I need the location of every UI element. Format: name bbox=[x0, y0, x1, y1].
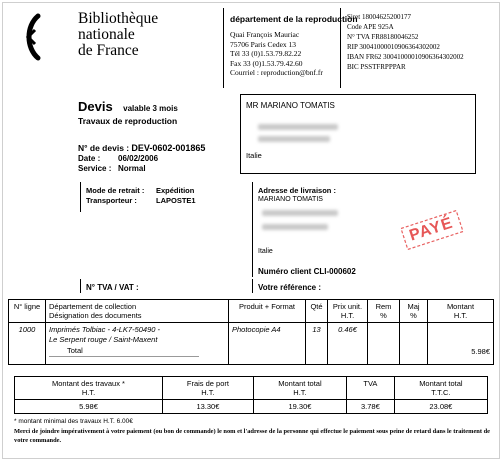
delivery-address-redacted bbox=[262, 210, 338, 216]
col-unit-header: Prix unit. H.T. bbox=[328, 300, 368, 323]
maj-cell bbox=[400, 323, 428, 365]
col-product-header: Produit + Format bbox=[229, 300, 306, 323]
col-amount-header: Montant H.T. bbox=[428, 300, 494, 323]
org-name: Bibliothèque nationale de France bbox=[78, 10, 159, 59]
amount-cell: 5.98€ bbox=[428, 323, 494, 365]
delivery-address-label: Adresse de livraison : bbox=[258, 186, 336, 195]
delivery-left-line bbox=[80, 182, 81, 212]
devis-title: Devis bbox=[78, 99, 113, 114]
totals-port-header: Frais de port H.T. bbox=[162, 377, 253, 400]
client-number-value: CLI-000602 bbox=[313, 267, 356, 276]
devis-title-row bbox=[78, 98, 178, 116]
delivery-right-line bbox=[252, 182, 253, 277]
tva-label: N° TVA / VAT : bbox=[86, 283, 139, 292]
order-lines-table bbox=[8, 299, 494, 365]
col-rem-header: Rem % bbox=[368, 300, 400, 323]
delivery-address-redacted bbox=[262, 224, 328, 230]
col-line-header: N° ligne bbox=[9, 300, 46, 323]
devis-service: Normal bbox=[118, 164, 146, 173]
delivery-country: Italie bbox=[258, 248, 273, 255]
delivery-mode-value: Expédition bbox=[156, 186, 195, 195]
payment-notice: Merci de joindre impérativement à votre paiement (ou bon de commande) le nom et l'adresse de la personne qui effectue le paiement sous peine de retard dans le traitement de votre commande. bbox=[14, 428, 490, 444]
totals-ttc-header: Montant total T.T.C. bbox=[394, 377, 487, 400]
totals-ht-header: Montant total H.T. bbox=[253, 377, 346, 400]
line-number-cell: 1000 bbox=[9, 323, 46, 365]
devis-subtitle: Travaux de reproduction bbox=[78, 116, 178, 126]
devis-validity: valable 3 mois bbox=[123, 104, 178, 113]
totals-ht-value: 19.30€ bbox=[253, 400, 346, 414]
totals-travaux-header: Montant des travaux * H.T. bbox=[15, 377, 163, 400]
client-address-redacted bbox=[258, 124, 338, 130]
tva-left-line bbox=[80, 279, 81, 293]
qty-cell: 13 bbox=[306, 323, 328, 365]
dept-address: Quai François Mauriac 75706 Paris Cedex 13 Tél 33 (0)1.53.79.82.22 Fax 33 (0)1.53.79.42.60 Courriel : reproduction@bnf.fr bbox=[230, 30, 323, 77]
table-row bbox=[9, 323, 494, 365]
bnf-logo bbox=[8, 12, 70, 62]
client-address-redacted bbox=[258, 136, 330, 142]
description-cell: Imprimés Tolbiac - 4-LK7-50490 - Le Serpent rouge / Saint-Maxent Total bbox=[46, 323, 229, 365]
client-name: MR MARIANO TOMATIS bbox=[246, 101, 335, 110]
ref-left-line bbox=[252, 279, 253, 293]
paid-stamp: PAYÉ bbox=[397, 209, 467, 251]
col-maj-header: Maj % bbox=[400, 300, 428, 323]
col-qty-header: Qté bbox=[306, 300, 328, 323]
totals-table bbox=[14, 376, 488, 414]
client-number: Numéro client CLI-000602 bbox=[258, 267, 356, 276]
minimum-note: * montant minimal des travaux H.T. 6.00€ bbox=[14, 418, 133, 425]
header-divider-1 bbox=[223, 8, 224, 88]
devis-details: N° de devis : DEV-0602-001865 Date : 06/02/2006 Service : Normal bbox=[78, 143, 206, 173]
unit-price-cell: 0.46€ bbox=[328, 323, 368, 365]
totals-ttc-value: 23.08€ bbox=[394, 400, 487, 414]
totals-tva-header: TVA bbox=[347, 377, 395, 400]
legal-info: Siret 18004625200177 Code APE 925A N° TVA FR88180046252 RIP 30041000010906364302002 IBAN FR62 30041000010906364302002 BIC PSSTFRPPPAR bbox=[347, 13, 464, 71]
totals-tva-value: 3.78€ bbox=[347, 400, 395, 414]
totals-travaux-value: 5.98€ bbox=[15, 400, 163, 414]
devis-date: 06/02/2006 bbox=[118, 154, 159, 163]
client-country: Italie bbox=[246, 151, 262, 160]
devis-number: DEV-0602-001865 bbox=[131, 143, 206, 153]
rem-cell bbox=[368, 323, 400, 365]
product-cell: Photocopie A4 bbox=[229, 323, 306, 365]
carrier-value: LAPOSTE1 bbox=[156, 196, 196, 205]
delivery-mode: Mode de retrait : Expédition Transporteur : LAPOSTE1 bbox=[86, 186, 196, 205]
reference-label: Votre référence : bbox=[258, 283, 321, 292]
col-desc-header: Département de collection Désignation des documents bbox=[46, 300, 229, 323]
dept-title: département de la reproduction bbox=[230, 14, 358, 24]
totals-port-value: 13.30€ bbox=[162, 400, 253, 414]
delivery-name: MARIANO TOMATIS bbox=[258, 196, 323, 203]
